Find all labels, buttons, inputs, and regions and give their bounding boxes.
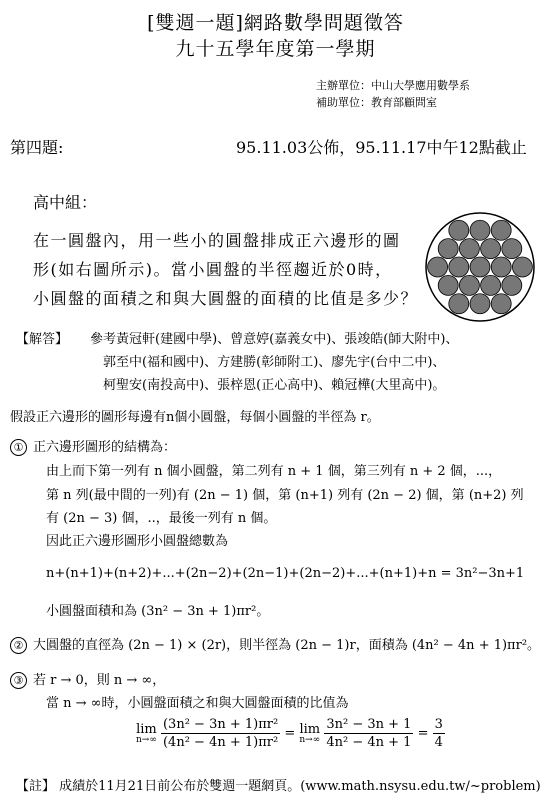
- lim-word-2: lim: [299, 721, 321, 737]
- small-disk: [491, 257, 511, 277]
- small-disk: [481, 275, 501, 295]
- step-1-title: 正六邊形圖形的結構為：: [33, 440, 177, 455]
- small-disk: [449, 220, 469, 240]
- fraction-2-numerator: 3n² − 3n + 1: [326, 717, 412, 732]
- fraction-2: [324, 717, 413, 750]
- step-1-line-4: 因此正六邊形圖形小圓盤總數為: [46, 534, 229, 549]
- step-3b-text: 當 n → ∞時，小圓盤面積之和與大圓盤面積的比值為: [46, 696, 349, 711]
- small-disk: [459, 239, 479, 259]
- small-disk: [449, 257, 469, 277]
- small-area: 小圓盤面積和為 (3n² − 3n + 1)πr²。: [46, 604, 270, 619]
- problem-line-3: 小圓盤的面積之和與大圓盤的面積的比值是多少？: [33, 289, 419, 308]
- fraction-3: [433, 717, 445, 750]
- lim-word-1: lim: [136, 721, 157, 737]
- small-disk: [459, 275, 479, 295]
- answer-label: 【解答】: [16, 332, 69, 347]
- footer-note: 【註】 成績於11月21日前公布於雙週一題網頁。(www.math.nsysu.edu.tw/~problem): [16, 779, 541, 794]
- answerers-line-2: 郭至中(福和國中)、方建勝(彰師附工)、廖先宇(台中二中)、: [103, 355, 446, 370]
- limit-1: [136, 723, 157, 745]
- problem-line-2: 形(如右圖所示)。當小圓盤的半徑趨近於0時，: [33, 260, 393, 279]
- hexagonal-disk-figure: [424, 211, 536, 323]
- small-disk: [491, 294, 511, 314]
- step-3-text: 若 r → 0，則 n → ∞，: [33, 673, 166, 688]
- limit-formula: [136, 717, 445, 750]
- equals-1: =: [284, 726, 296, 741]
- sponsor: 補助單位：教育部顧問室: [316, 96, 437, 109]
- problem-dates: 95.11.03公佈，95.11.17中午12點截止: [236, 138, 527, 157]
- problem-line-1: 在一圓盤內，用一些小的圓盤排成正六邊形的圖: [33, 231, 401, 250]
- step-1-line-1: 由上而下第一列有 n 個小圓盤，第二列有 n + 1 個，第三列有 n + 2 個，...，: [46, 464, 502, 479]
- step-3-marker: ③: [10, 672, 27, 689]
- step-1-line-2: 第 n 列(最中間的一列)有 (2n − 1) 個，第 (n+1) 列有 (2n − 2) 個，第 (n+2) 列: [46, 488, 524, 503]
- small-disk: [438, 275, 458, 295]
- small-disk: [438, 239, 458, 259]
- small-disk: [470, 294, 490, 314]
- assumption: 假設正六邊形的圖形每邊有n個小圓盤，每個小圓盤的半徑為 r。: [10, 410, 380, 425]
- answerers-line-1: 參考黃冠軒(建國中學)、曾意婷(嘉義女中)、張竣皓(師大附中)、: [90, 332, 459, 347]
- group-label: 高中組：: [33, 193, 98, 212]
- small-disk: [470, 220, 490, 240]
- sum-formula: n+(n+1)+(n+2)+...+(2n−2)+(2n−1)+(2n−2)+...+(n+1)+n = 3n²−3n+1: [46, 566, 525, 581]
- lim-sub-1: n→∞: [136, 734, 157, 745]
- fraction-1: [161, 717, 280, 750]
- step-2-marker: ②: [10, 637, 27, 654]
- step-2: [10, 634, 540, 654]
- small-disk: [502, 239, 522, 259]
- small-disk: [512, 257, 532, 277]
- small-disk: [491, 220, 511, 240]
- step-1-heading: [10, 436, 176, 456]
- fraction-1-denominator: (4n² − 4n + 1)πr²: [162, 735, 279, 750]
- equals-2: =: [417, 726, 429, 741]
- step-1-line-3: 有 (2n − 3) 個，..，最後一列有 n 個。: [46, 511, 277, 526]
- small-disk: [470, 257, 490, 277]
- organizer: 主辦單位：中山大學應用數學系: [316, 79, 470, 92]
- small-disk: [428, 257, 448, 277]
- small-disk: [449, 294, 469, 314]
- title-line-2: 九十五學年度第一學期: [175, 38, 376, 60]
- answerers-line-3: 柯聖安(南投高中)、張梓恩(正心高中)、賴冠樺(大里高中)。: [103, 378, 446, 393]
- fraction-3-denominator: 4: [434, 735, 443, 750]
- limit-2: [299, 723, 320, 745]
- small-disk: [502, 275, 522, 295]
- lim-sub-2: n→∞: [299, 734, 321, 745]
- fraction-3-numerator: 3: [434, 717, 443, 732]
- step-3: [10, 669, 165, 689]
- title-line-1: [雙週一題]網路數學問題徵答: [147, 12, 404, 34]
- fraction-1-numerator: (3n² − 3n + 1)πr²: [162, 717, 279, 732]
- small-disk: [481, 239, 501, 259]
- step-2-text: 大圓盤的直徑為 (2n − 1) × (2r)，則半徑為 (2n − 1)r，面積為 (4n² − 4n + 1)πr²。: [33, 638, 541, 653]
- step-1-marker: ①: [10, 439, 27, 456]
- problem-label: 第四題:: [10, 138, 64, 157]
- fraction-2-denominator: 4n² − 4n + 1: [326, 735, 412, 750]
